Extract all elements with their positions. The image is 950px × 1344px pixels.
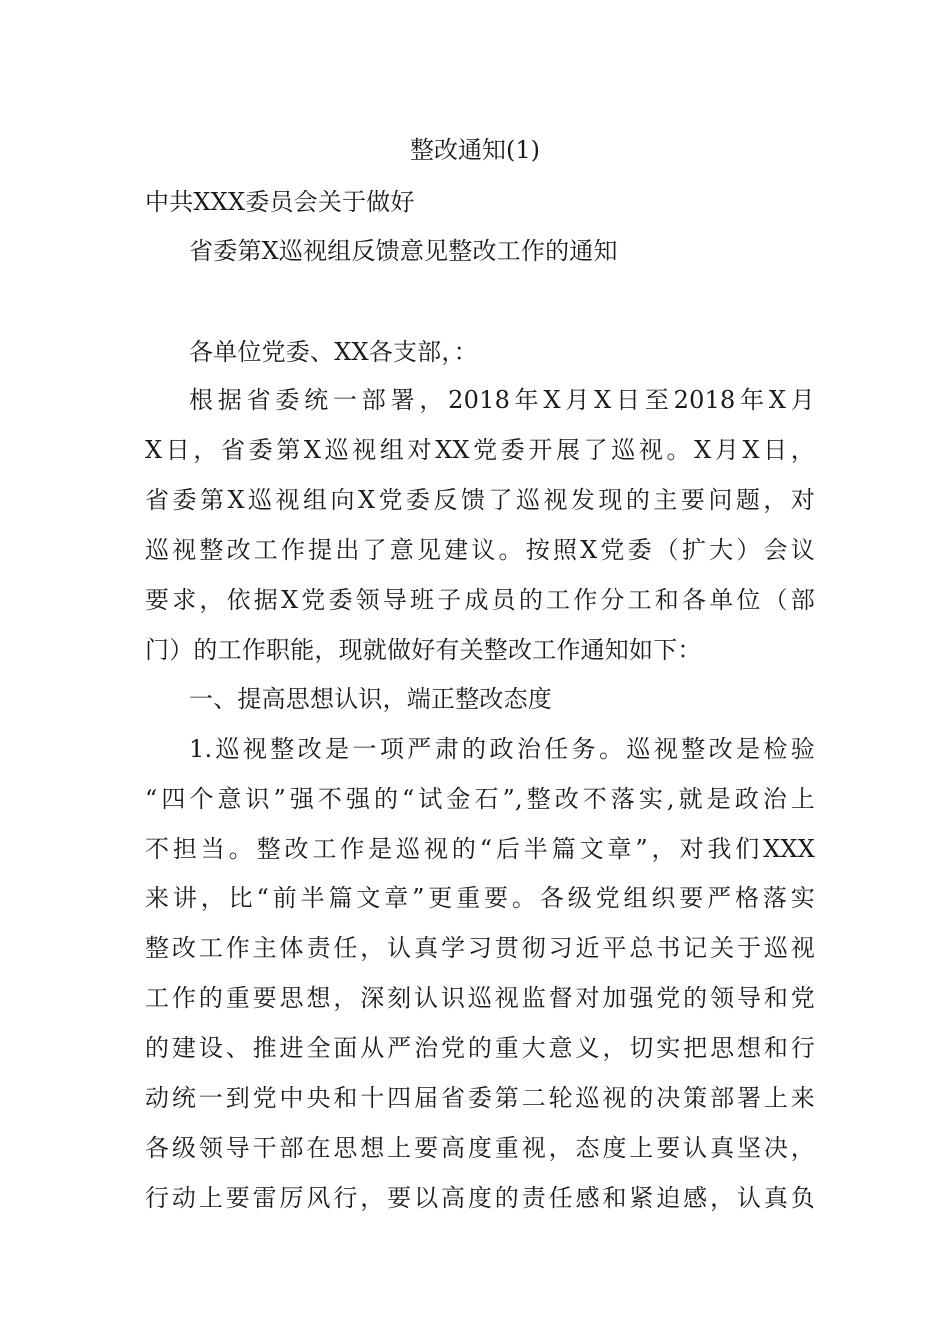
paragraph-1-line-4: 巡视整改工作提出了意见建议。按照X党委（扩大）会议 (145, 536, 815, 564)
paragraph-1-line-1: 根据省委统一部署，2018年X月X日至2018年X月 (189, 386, 815, 414)
section-1-heading: 一、提高思想认识，端正整改态度 (189, 685, 552, 713)
paragraph-2-line-10: 行动上要雷厉风行，要以高度的责任感和紧迫感，认真负 (145, 1184, 815, 1212)
paragraph-1-line-6: 门）的工作职能，现就做好有关整改工作通知如下： (145, 636, 702, 664)
paragraph-2-line-7: 的建设、推进全面从严治党的重大意义，切实把思想和行 (145, 1034, 815, 1062)
paragraph-1-line-5: 要求，依据X党委领导班子成员的工作分工和各单位（部 (145, 586, 815, 614)
paragraph-2-line-6: 工作的重要思想，深刻认识巡视监督对加强党的领导和党 (145, 984, 815, 1012)
paragraph-2-line-9: 各级领导干部在思想上要高度重视，态度上要认真坚决， (145, 1134, 815, 1162)
paragraph-2-line-8: 动统一到党中央和十四届省委第二轮巡视的决策部署上来 (145, 1084, 815, 1112)
paragraph-2-line-4: 来讲，比“前半篇文章”更重要。各级党组织要严格落实 (145, 884, 815, 912)
header-line-1: 中共XXX委员会关于做好 (145, 188, 415, 216)
paragraph-1-line-2: X日，省委第X巡视组对XX党委开展了巡视。X月X日， (145, 436, 815, 464)
document-title: 整改通知(1) (410, 136, 540, 164)
paragraph-2-line-1: 1.巡视整改是一项严肃的政治任务。巡视整改是检验 (189, 735, 815, 763)
header-line-2: 省委第X巡视组反馈意见整改工作的通知 (189, 237, 618, 265)
paragraph-2-line-5: 整改工作主体责任，认真学习贯彻习近平总书记关于巡视 (145, 934, 815, 962)
paragraph-2-line-2: “四个意识”强不强的“试金石”,整改不落实,就是政治上 (145, 785, 815, 813)
salutation: 各单位党委、XX各支部，： (189, 338, 478, 366)
paragraph-1-line-3: 省委第X巡视组向X党委反馈了巡视发现的主要问题，对 (145, 486, 815, 514)
paragraph-2-line-3: 不担当。整改工作是巡视的“后半篇文章”，对我们XXX (145, 835, 815, 863)
